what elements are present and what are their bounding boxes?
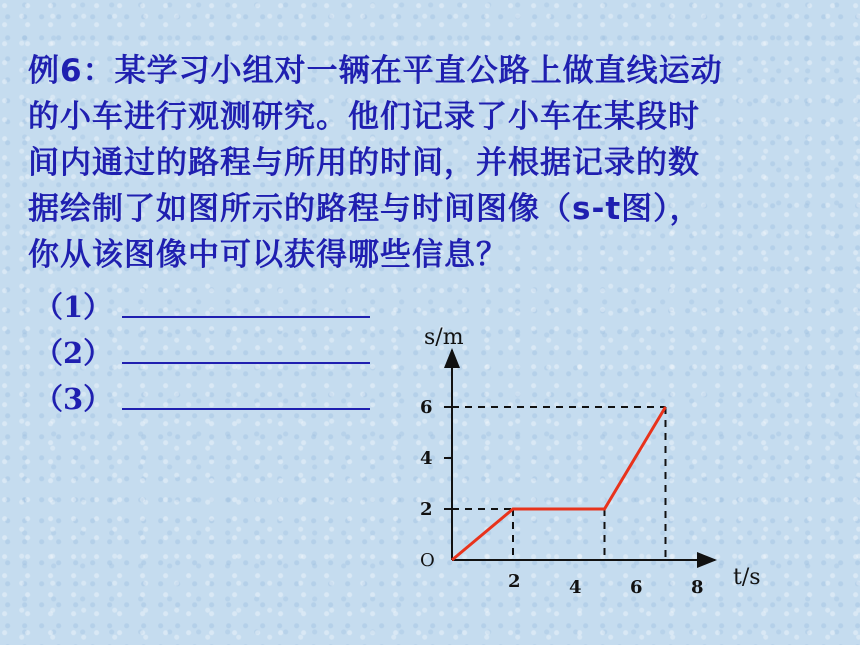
answer-number: （1） bbox=[34, 289, 113, 324]
answer-blank[interactable] bbox=[122, 316, 370, 318]
problem-line-2: 的小车进行观测研究。他们记录了小车在某段时 bbox=[28, 99, 700, 135]
x-axis-label: t/s bbox=[733, 565, 761, 590]
problem-text bbox=[28, 48, 843, 278]
problem-line-4: 据绘制了如图所示的路程与时间图像（s-t图）， bbox=[28, 191, 702, 227]
y-tick-label: 6 bbox=[420, 397, 433, 418]
answer-row-3 bbox=[34, 374, 370, 420]
x-tick-label: 2 bbox=[508, 571, 521, 592]
origin-label: O bbox=[420, 550, 435, 571]
s-t-graph bbox=[400, 320, 790, 610]
y-tick-label: 4 bbox=[420, 448, 433, 469]
answer-list bbox=[34, 282, 370, 420]
distance-time-line bbox=[452, 407, 666, 560]
answer-blank[interactable] bbox=[122, 408, 370, 410]
answer-row-2 bbox=[34, 328, 370, 374]
answer-blank[interactable] bbox=[122, 362, 370, 364]
x-tick-label: 6 bbox=[630, 577, 643, 598]
answer-number: （2） bbox=[34, 335, 113, 370]
answer-row-1 bbox=[34, 282, 370, 328]
y-axis-label: s/m bbox=[424, 325, 464, 350]
answer-number: （3） bbox=[34, 381, 113, 416]
x-tick-label: 8 bbox=[691, 577, 704, 598]
problem-line-5: 你从该图像中可以获得哪些信息？ bbox=[28, 237, 508, 273]
x-tick-label: 4 bbox=[569, 577, 582, 598]
problem-line-3: 间内通过的路程与所用的时间，并根据记录的数 bbox=[28, 145, 700, 181]
problem-line-1: 例6：某学习小组对一辆在平直公路上做直线运动 bbox=[28, 53, 723, 89]
y-tick-label: 2 bbox=[420, 499, 433, 520]
